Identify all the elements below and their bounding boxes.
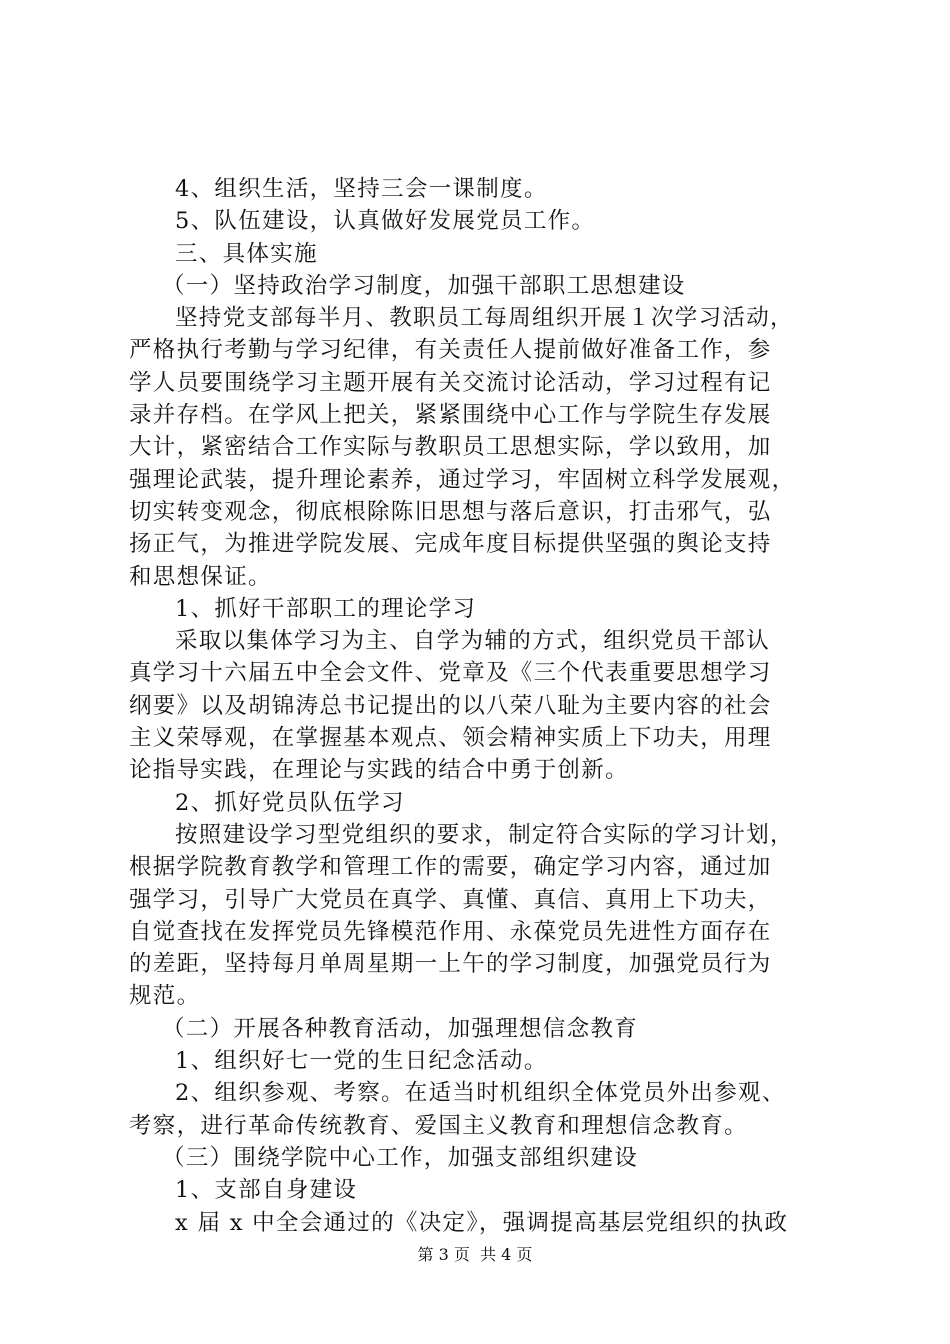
text-line: 纲要》以及胡锦涛总书记提出的以八荣八耻为主要内容的社会 xyxy=(129,692,772,719)
text-line: 1、支部自身建设 xyxy=(175,1177,358,1204)
text-line: 坚持党支部每半月、教职员工每周组织开展１次学习活动， xyxy=(175,305,794,332)
text-line: 和思想保证。 xyxy=(129,563,272,590)
text-line: 5、队伍建设，认真做好发展党员工作。 xyxy=(175,208,596,235)
text-line: 大计，紧密结合工作实际与教职员工思想实际，学以致用，加 xyxy=(129,434,772,461)
text-line: 强理论武装，提升理论素养，通过学习，牢固树立科学发展观， xyxy=(129,466,796,493)
text-line: 1、抓好干部职工的理论学习 xyxy=(175,595,477,622)
text-line: 4、组织生活，坚持三会一课制度。 xyxy=(175,176,548,202)
text-line: 强学习，引导广大党员在真学、真懂、真信、真用上下功夫， xyxy=(129,886,772,913)
text-line: 切实转变观念，彻底根除陈旧思想与落后意识，打击邪气，弘 xyxy=(129,498,772,525)
text-line: 真学习十六届五中全会文件、党章及《三个代表重要思想学习 xyxy=(129,660,772,687)
text-line: 论指导实践，在理论与实践的结合中勇于创新。 xyxy=(129,757,629,784)
text-line: （二）开展各种教育活动，加强理想信念教育 xyxy=(162,1015,639,1042)
text-line: 主义荣辱观，在掌握基本观点、领会精神实质上下功夫，用理 xyxy=(129,725,772,752)
page-number-label: 第 3 页 共 4 页 xyxy=(417,1245,533,1264)
text-line: 考察，进行革命传统教育、爱国主义教育和理想信念教育。 xyxy=(129,1112,748,1139)
text-line: （三）围绕学院中心工作，加强支部组织建设 xyxy=(162,1144,639,1171)
text-line: 扬正气，为推进学院发展、完成年度目标提供坚强的舆论支持 xyxy=(129,531,772,558)
text-line: 规范。 xyxy=(129,983,201,1010)
text-line: 严格执行考勤与学习纪律，有关责任人提前做好准备工作，参 xyxy=(129,337,772,364)
text-line: x 届 x 中全会通过的《决定》，强调提高基层党组织的执政 xyxy=(175,1209,789,1236)
text-line: 三、具体实施 xyxy=(175,240,318,267)
text-line: 根据学院教育教学和管理工作的需要，确定学习内容，通过加 xyxy=(129,854,772,881)
page-footer xyxy=(0,1245,950,1265)
text-line: （一）坚持政治学习制度，加强干部职工思想建设 xyxy=(162,272,686,299)
text-line: 自觉查找在发挥党员先锋模范作用、永葆党员先进性方面存在 xyxy=(129,918,772,945)
text-line: 2、组织参观、考察。在适当时机组织全体党员外出参观、 xyxy=(175,1080,786,1107)
document-body xyxy=(129,173,837,1239)
text-line: 1、组织好七一党的生日纪念活动。 xyxy=(175,1048,548,1075)
text-line: 按照建设学习型党组织的要求，制定符合实际的学习计划， xyxy=(175,821,794,848)
text-line: 采取以集体学习为主、自学为辅的方式，组织党员干部认 xyxy=(175,628,771,655)
text-line: 2、抓好党员队伍学习 xyxy=(175,789,405,816)
text-line: 录并存档。在学风上把关，紧紧围绕中心工作与学院生存发展 xyxy=(129,402,772,429)
text-line: 的差距，坚持每月单周星期一上午的学习制度，加强党员行为 xyxy=(129,951,772,978)
text-line: 学人员要围绕学习主题开展有关交流讨论活动，学习过程有记 xyxy=(129,369,772,396)
